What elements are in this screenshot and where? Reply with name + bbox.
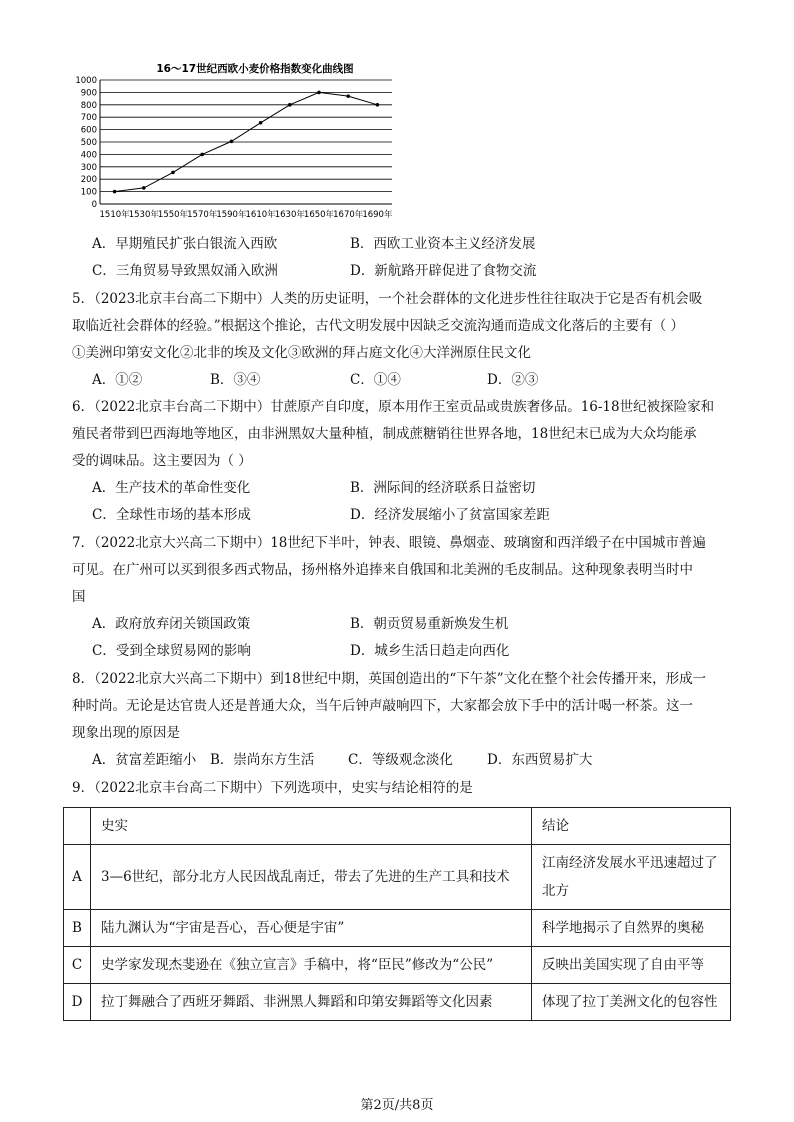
data-point [317,91,321,95]
data-point [200,153,204,157]
data-point [376,103,380,107]
q8-stem-line-2: 种时尚。无论是达官贵人还是普通大众，当午后钟声敲响四下，大家都会放下手中的活计喝一杯茶。这一 [72,698,693,714]
q6-stem-line-1: 6．（2022北京丰台高二下期中）甘蔗原产自印度，原本用作王室贡品或贵族奢侈品。16-18世纪被探险家和 [72,399,715,415]
q5-stem-line-3: ①美洲印第安文化②北非的埃及文化③欧洲的拜占庭文化④大洋洲原住民文化 [72,345,531,361]
x-tick-label: 1570年 [187,210,218,220]
wheat-price-chart [70,58,400,228]
q4-option-b[interactable]: B．西欧工业资本主义经济发展 [350,236,536,252]
x-tick-label: 1550年 [157,210,189,220]
x-tick-label: 1510年 [99,210,130,220]
x-tick-label: 1670年 [333,210,364,220]
x-tick-label: 1610年 [245,210,276,220]
row-conclusion: 反映出美国实现了自由平等 [532,947,731,984]
q7-option-c[interactable]: C．受到全球贸易网的影响 [92,643,251,659]
data-point [113,190,117,194]
q8-option-a[interactable]: A．贫富差距缩小 [92,752,197,768]
row-label: C [64,947,91,984]
table-row[interactable] [64,947,731,984]
q8-stem-line-3: 现象出现的原因是 [72,725,180,741]
x-tick-label: 1530年 [128,210,159,220]
y-tick-label: 100 [80,187,97,198]
q8-option-b[interactable]: B．崇尚东方生活 [210,752,315,768]
row-fact: 拉丁舞融合了西班牙舞蹈、非洲黑人舞蹈和印第安舞蹈等文化因素 [91,984,532,1021]
q6-option-a[interactable]: A．生产技术的革命性变化 [92,480,251,496]
q7-stem-line-3: 国 [72,589,86,605]
data-point [171,171,175,175]
table-header-row [64,808,731,845]
data-point [230,140,234,144]
y-tick-label: 0 [91,200,97,210]
q7-stem-line-1: 7．（2022北京大兴高二下期中）18世纪下半叶，钟表、眼镜、鼻烟壶、玻璃窗和西洋缎子在中国城市普遍 [72,535,706,551]
row-fact: 3—6世纪，部分北方人民因战乱南迁，带去了先进的生产工具和技术 [91,845,532,910]
q5-stem-line-2: 取临近社会群体的经验。”根据这个推论，古代文明发展中因缺乏交流沟通而造成文化落后的主要有（ ） [72,318,684,334]
q7-option-b[interactable]: B．朝贡贸易重新焕发生机 [350,616,509,632]
table-header-blank [64,808,91,845]
q7-stem-line-2: 可见。在广州可以买到很多西式物品，扬州格外追捧来自俄国和北美洲的毛皮制品。这种现象表明当时中 [72,562,693,578]
x-tick-label: 1630年 [274,210,305,220]
q6-option-b[interactable]: B．洲际间的经济联系日益密切 [350,480,536,496]
row-label: A [64,845,91,910]
x-tick-label: 1650年 [303,210,335,220]
row-conclusion: 体现了拉丁美洲文化的包容性 [532,984,731,1021]
q6-option-c[interactable]: C．全球性市场的基本形成 [92,507,251,523]
row-conclusion: 科学地揭示了自然界的奥秘 [532,910,731,947]
y-tick-label: 1000 [75,76,97,86]
y-tick-label: 400 [80,150,97,161]
table-row[interactable] [64,984,731,1021]
q5-stem-line-1: 5．（2023北京丰台高二下期中）人类的历史证明，一个社会群体的文化进步性往往取决于它是否有机会吸 [72,291,703,307]
table-header-fact: 史实 [91,808,532,845]
x-tick-label: 1690年 [362,210,393,220]
data-point [259,121,263,125]
q8-stem-line-1: 8．（2022北京大兴高二下期中）到18世纪中期，英国创造出的“下午茶”文化在整个社会传播开来，形成一 [72,671,707,687]
q6-stem-line-2: 殖民者带到巴西海地等地区，由非洲黑奴大量种植，制成蔗糖销往世界各地，18世纪末已成为大众均能承 [72,426,697,442]
row-fact: 史学家发现杰斐逊在《独立宣言》手稿中，将“臣民”修改为“公民” [91,947,532,984]
row-label: B [64,910,91,947]
y-tick-label: 700 [80,113,97,124]
data-point [142,186,146,190]
row-conclusion: 江南经济发展水平迅速超过了北方 [532,845,731,910]
chart-title: 16～17世纪西欧小麦价格指数变化曲线图 [156,63,354,75]
q5-option-a[interactable]: A．①② [92,372,143,388]
q7-option-a[interactable]: A．政府放弃闭关锁国政策 [92,616,251,632]
table-row[interactable] [64,845,731,910]
q7-option-d[interactable]: D．城乡生活日趋走向西化 [350,643,510,659]
y-tick-label: 500 [80,138,97,148]
q6-option-d[interactable]: D．经济发展缩小了贫富国家差距 [350,507,550,523]
q8-option-c[interactable]: C．等级观念淡化 [348,752,453,768]
q4-option-c[interactable]: C．三角贸易导致黑奴涌入欧洲 [92,263,278,279]
row-fact: 陆九渊认为“宇宙是吾心，吾心便是宇宙” [91,910,532,947]
data-point [288,103,292,107]
data-point [346,94,350,98]
q5-option-d[interactable]: D．②③ [487,372,539,388]
y-tick-label: 900 [80,88,97,99]
table-row[interactable] [64,910,731,947]
y-tick-label: 300 [80,162,97,173]
table-header-conclusion: 结论 [532,808,731,845]
q9-stem: 9．（2022北京丰台高二下期中）下列选项中，史实与结论相符的是 [72,780,473,796]
q5-option-b[interactable]: B．③④ [210,372,261,388]
y-tick-label: 600 [80,125,97,136]
q4-option-d[interactable]: D．新航路开辟促进了食物交流 [350,263,537,279]
y-tick-label: 200 [80,175,97,186]
q5-option-c[interactable]: C．①④ [350,372,401,388]
chart-svg [70,58,400,228]
page-footer: 第2页/共8页 [360,1098,434,1113]
q9-table [63,807,731,1021]
y-tick-label: 800 [80,100,97,111]
x-tick-label: 1590年 [216,210,247,220]
q4-option-a[interactable]: A．早期殖民扩张白银流入西欧 [92,236,278,252]
q6-stem-line-3: 受的调味品。这主要因为（ ） [72,453,252,469]
row-label: D [64,984,91,1021]
q8-option-d[interactable]: D．东西贸易扩大 [487,752,593,768]
